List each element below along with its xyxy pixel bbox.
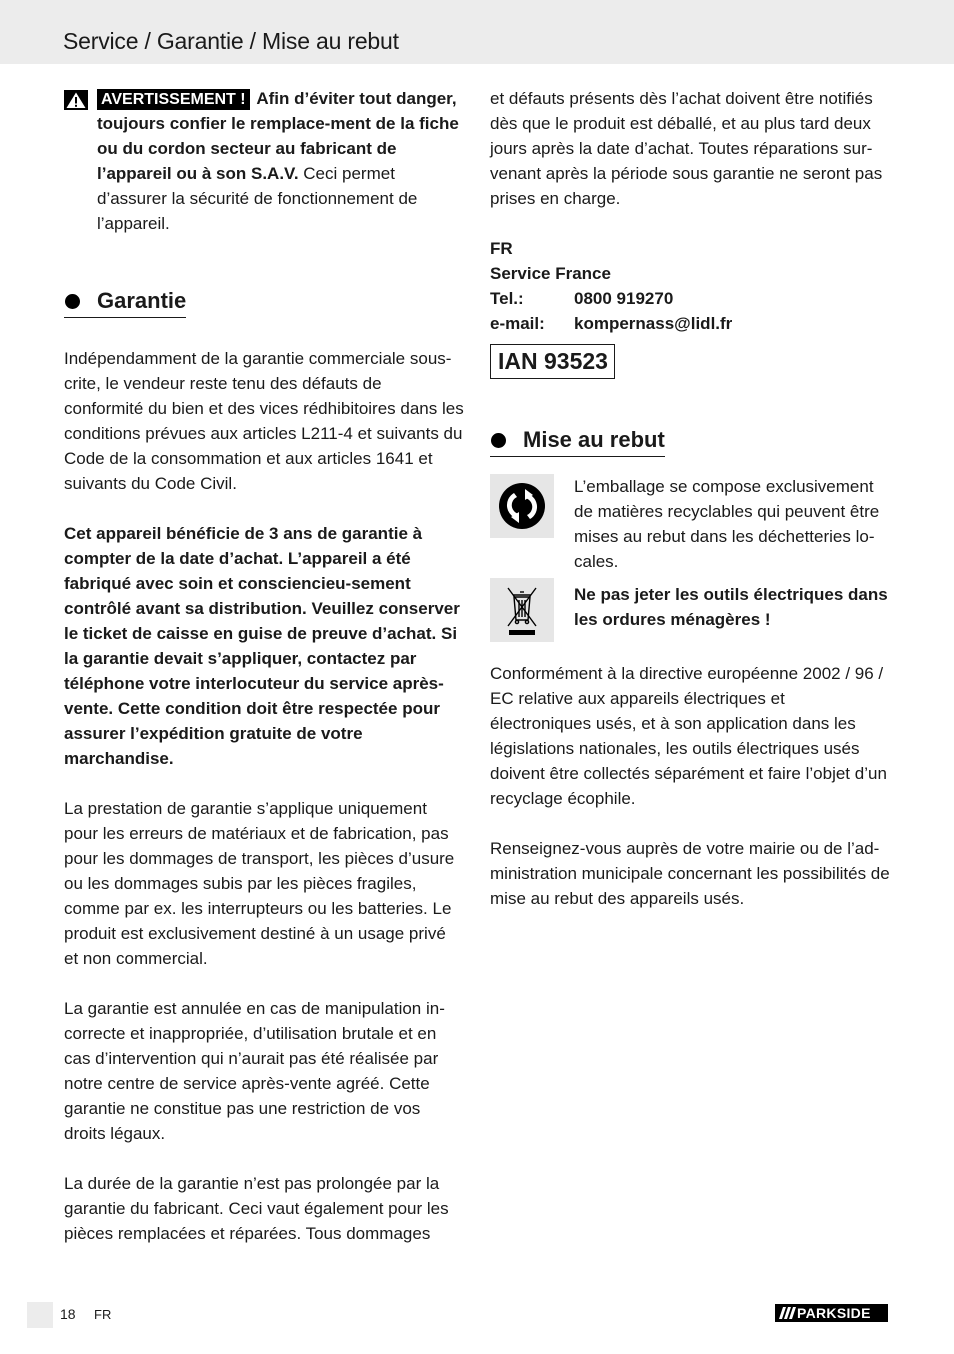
left-column xyxy=(64,86,464,1246)
tel-value: 0800 919270 xyxy=(574,289,674,308)
rebut-heading-text: Mise au rebut xyxy=(523,427,665,452)
contact-tel-row xyxy=(490,286,890,311)
email-value: kompernass@lidl.fr xyxy=(574,314,733,333)
green-dot-recycling-icon xyxy=(490,474,554,538)
weee-warning-text: Ne pas jeter les outils électriques dans les ordures ménagères ! xyxy=(574,585,888,629)
contact-country: FR xyxy=(490,239,513,258)
rebut-paragraph-2: Renseignez-vous auprès de votre mairie ou de l’ad-ministration municipale concernant les possibilités de mise au rebut des appareils usés. xyxy=(490,839,890,908)
parkside-logo xyxy=(775,1304,888,1322)
brand-stripes-icon xyxy=(775,1304,797,1322)
footer-page-box xyxy=(27,1302,53,1328)
garantie-paragraph-5: La durée de la garantie n’est pas prolongée par la garantie du fabricant. Ceci vaut également pour les pièces remplacées et réparées. Tous dommages xyxy=(64,1174,449,1243)
warning-block xyxy=(64,86,464,236)
garantie-paragraph-4: La garantie est annulée en cas de manipulation in-correcte et inappropriée, d’utilisation brutale et en cas d’intervention qui n’aurait pas été réalisée par notre centre de service après-vente agréé. Cette garantie ne constitue pas une restriction de vos droits légaux. xyxy=(64,999,445,1143)
garantie-paragraph-5-continued: et défauts présents dès l’achat doivent être notifiés dès que le produit est déballé, et au plus tard deux jours après la date d’achat. Toutes réparations sur-venant après la période sous garantie ne seront pas prises en charge. xyxy=(490,89,883,208)
rebut-paragraph-1: Conformément à la directive européenne 2002 / 96 / EC relative aux appareils électriques et électroniques usés, et à son application dans les législations nationales, les outils électriques usés doivent être collectés séparément et faire l’objet d’un recyclage écophile. xyxy=(490,664,887,808)
page-number: 18 xyxy=(60,1306,76,1322)
packaging-row xyxy=(490,474,890,574)
ian-number-box: IAN 93523 xyxy=(490,344,615,379)
bullet-icon xyxy=(491,433,506,448)
contact-block xyxy=(490,236,890,336)
warning-body-text: Ceci permet d’assurer la sécurité de fonctionnement de l’appareil. xyxy=(97,164,418,233)
warning-badge: AVERTISSEMENT ! xyxy=(97,89,250,110)
garantie-heading-text: Garantie xyxy=(97,288,187,313)
garantie-paragraph-2: Cet appareil bénéficie de 3 ans de garantie à compter de la date d’achat. L’appareil a été fabriqué avec soin et consciencieu-sement contrôlé avant sa distribution. Veuillez conserver le ticket de caisse en guise de preuve d’achat. Si la garantie devait s’appliquer, contactez par téléphone votre interlocuteur du service après-vente. Cette condition doit être respectée pour assurer l’expédition gratuite de votre marchandise. xyxy=(64,524,460,768)
garantie-paragraph-1: Indépendamment de la garantie commerciale sous-crite, le vendeur reste tenu des défauts de conformité du bien et des vices rédhibitoires dans les conditions prévues aux articles L211-4 et suivants du Code de la consommation et aux articles 1641 et suivants du Code Civil. xyxy=(64,349,464,493)
contact-service: Service France xyxy=(490,264,611,283)
page-header xyxy=(0,0,954,64)
garantie-paragraph-3: La prestation de garantie s’applique uniquement pour les erreurs de matériaux et de fabrication, pas pour les dommages de transport, les pièces d’usure ou les dommages subis par les pièces fragiles, comme par ex. les interrupteurs ou les batteries. Le produit est exclusivement destiné à un usage privé et non commercial. xyxy=(64,799,455,968)
warning-text xyxy=(97,86,464,236)
bullet-icon xyxy=(65,294,80,309)
tel-label: Tel.: xyxy=(490,289,524,308)
rebut-heading xyxy=(490,425,665,457)
page-title: Service / Garantie / Mise au rebut xyxy=(63,28,399,54)
footer-language: FR xyxy=(94,1307,112,1322)
warning-bold-text: Afin d’éviter tout danger, toujours confier le remplace-ment de la fiche ou du cordon secteur au fabricant de l’appareil ou à son S.A.V. xyxy=(97,89,459,183)
crossed-bin-icon xyxy=(490,578,554,642)
weee-row xyxy=(490,578,890,642)
email-label: e-mail: xyxy=(490,314,545,333)
warning-triangle-icon xyxy=(64,90,88,110)
right-column xyxy=(490,86,890,911)
contact-email-row xyxy=(490,311,890,336)
packaging-text: L’emballage se compose exclusivement de matières recyclables qui peuvent être mises au rebut dans les déchetteries lo-cales. xyxy=(574,477,880,571)
brand-name: PARKSIDE xyxy=(797,1305,871,1321)
garantie-heading xyxy=(64,286,186,318)
